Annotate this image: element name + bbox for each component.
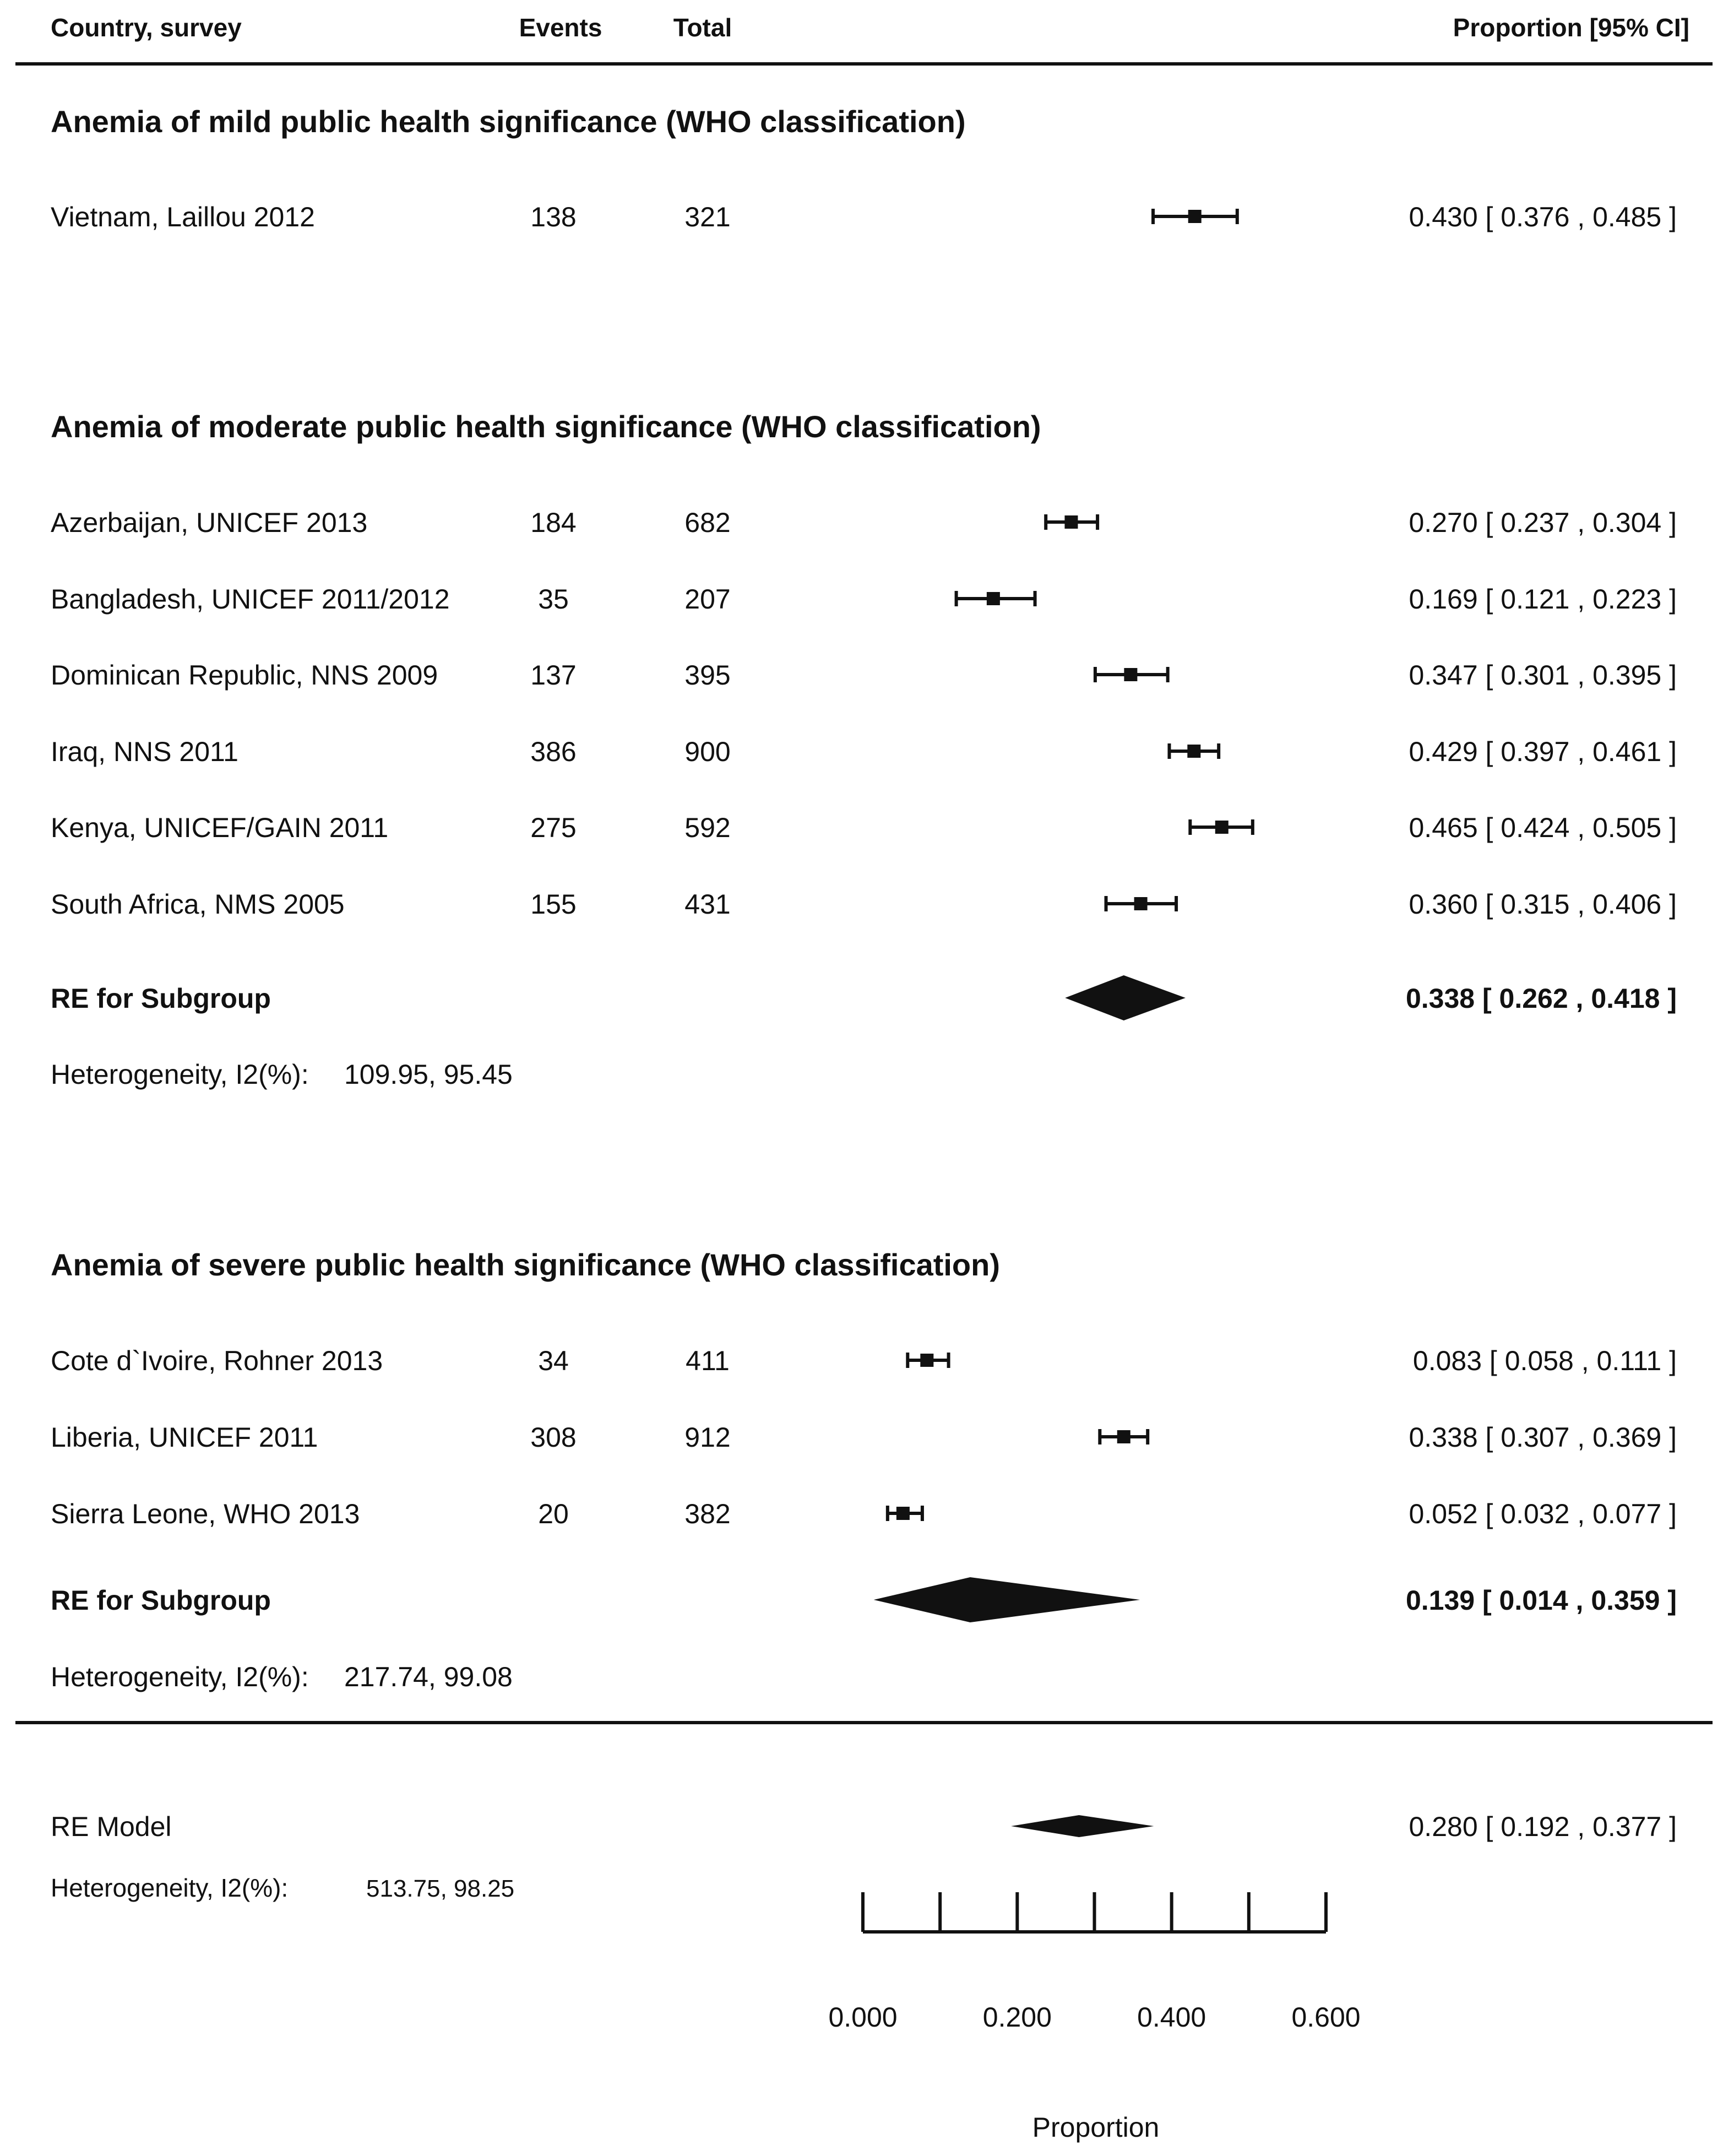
study-events: 308 — [530, 1422, 577, 1453]
study-ci-text: 0.052 [ 0.032 , 0.077 ] — [1409, 1498, 1677, 1529]
point-estimate — [1187, 745, 1200, 758]
point-estimate — [1188, 210, 1202, 223]
point-estimate — [1124, 668, 1137, 681]
heterogeneity-value-severe: 217.74, 99.08 — [344, 1661, 513, 1692]
header-total: Total — [673, 13, 732, 42]
group-title-severe: Anemia of severe public health significance (WHO classification) — [51, 1247, 1000, 1282]
point-estimate — [896, 1507, 910, 1520]
study-label: South Africa, NMS 2005 — [51, 889, 345, 920]
study-label: Bangladesh, UNICEF 2011/2012 — [51, 584, 450, 615]
study-events: 184 — [530, 507, 577, 538]
study-label: Iraq, NNS 2011 — [51, 736, 238, 767]
study-events: 138 — [530, 202, 577, 232]
study-total: 395 — [684, 660, 731, 691]
group-title-moderate: Anemia of moderate public health significance (WHO classification) — [51, 409, 1041, 444]
study-total: 592 — [684, 812, 731, 843]
group-title-mild: Anemia of mild public health significance (WHO classification) — [51, 104, 966, 139]
overall-label: RE Model — [51, 1811, 172, 1842]
point-estimate — [920, 1354, 933, 1367]
study-label: Azerbaijan, UNICEF 2013 — [51, 507, 368, 538]
study-events: 35 — [538, 584, 569, 615]
study-total: 321 — [684, 202, 731, 232]
study-events: 20 — [538, 1498, 569, 1529]
study-ci-text: 0.347 [ 0.301 , 0.395 ] — [1409, 660, 1677, 691]
point-estimate — [1215, 821, 1229, 834]
point-estimate — [987, 592, 1000, 605]
study-events: 137 — [530, 660, 577, 691]
point-estimate — [1117, 1430, 1130, 1443]
x-axis-title: Proportion — [1032, 2112, 1160, 2143]
x-tick-label: 0.200 — [982, 2002, 1052, 2033]
study-ci-text: 0.270 [ 0.237 , 0.304 ] — [1409, 507, 1677, 538]
study-total: 207 — [684, 584, 731, 615]
study-events: 275 — [530, 812, 577, 843]
study-ci-text: 0.338 [ 0.307 , 0.369 ] — [1409, 1422, 1677, 1453]
header-events: Events — [519, 13, 602, 42]
header-estimate: Proportion [95% CI] — [1453, 13, 1689, 42]
subgroup-summary-diamond — [1065, 975, 1186, 1020]
study-label: Cote d`Ivoire, Rohner 2013 — [51, 1345, 383, 1376]
subgroup-summary-label: RE for Subgroup — [51, 1585, 271, 1616]
x-tick-label: 0.600 — [1291, 2002, 1361, 2033]
point-estimate — [1134, 897, 1148, 910]
study-ci-text: 0.360 [ 0.315 , 0.406 ] — [1409, 889, 1677, 920]
subgroup-summary-ci-text: 0.338 [ 0.262 , 0.418 ] — [1405, 983, 1677, 1014]
study-events: 155 — [530, 889, 577, 920]
study-total: 900 — [684, 736, 731, 767]
study-ci-text: 0.465 [ 0.424 , 0.505 ] — [1409, 812, 1677, 843]
study-label: Sierra Leone, WHO 2013 — [51, 1498, 360, 1529]
study-ci-text: 0.429 [ 0.397 , 0.461 ] — [1409, 736, 1677, 767]
study-total: 912 — [684, 1422, 731, 1453]
point-estimate — [1064, 515, 1078, 529]
heterogeneity-label-severe: Heterogeneity, I2(%): — [51, 1661, 309, 1692]
study-label: Dominican Republic, NNS 2009 — [51, 660, 438, 691]
study-ci-text: 0.083 [ 0.058 , 0.111 ] — [1412, 1345, 1677, 1376]
heterogeneity-label-moderate: Heterogeneity, I2(%): — [51, 1059, 309, 1090]
subgroup-summary-label: RE for Subgroup — [51, 983, 271, 1014]
study-total: 682 — [684, 507, 731, 538]
overall-diamond — [1011, 1815, 1154, 1837]
study-ci-text: 0.430 [ 0.376 , 0.485 ] — [1409, 202, 1677, 232]
x-tick-label: 0.400 — [1137, 2002, 1206, 2033]
study-total: 431 — [684, 889, 731, 920]
study-label: Vietnam, Laillou 2012 — [51, 202, 315, 232]
study-events: 34 — [538, 1345, 569, 1376]
subgroup-summary-diamond — [874, 1577, 1140, 1622]
study-events: 386 — [530, 736, 577, 767]
overall-heterogeneity-label: Heterogeneity, I2(%): — [51, 1873, 289, 1902]
study-total: 382 — [684, 1498, 731, 1529]
header-study: Country, survey — [51, 13, 242, 42]
overall-heterogeneity-value: 513.75, 98.25 — [366, 1875, 515, 1902]
study-ci-text: 0.169 [ 0.121 , 0.223 ] — [1409, 584, 1677, 615]
overall-ci-text: 0.280 [ 0.192 , 0.377 ] — [1409, 1811, 1677, 1842]
study-label: Kenya, UNICEF/GAIN 2011 — [51, 812, 389, 843]
subgroup-summary-ci-text: 0.139 [ 0.014 , 0.359 ] — [1405, 1585, 1677, 1616]
study-total: 411 — [686, 1345, 730, 1376]
study-label: Liberia, UNICEF 2011 — [51, 1422, 318, 1453]
x-tick-label: 0.000 — [828, 2002, 898, 2033]
heterogeneity-value-moderate: 109.95, 95.45 — [344, 1059, 513, 1090]
